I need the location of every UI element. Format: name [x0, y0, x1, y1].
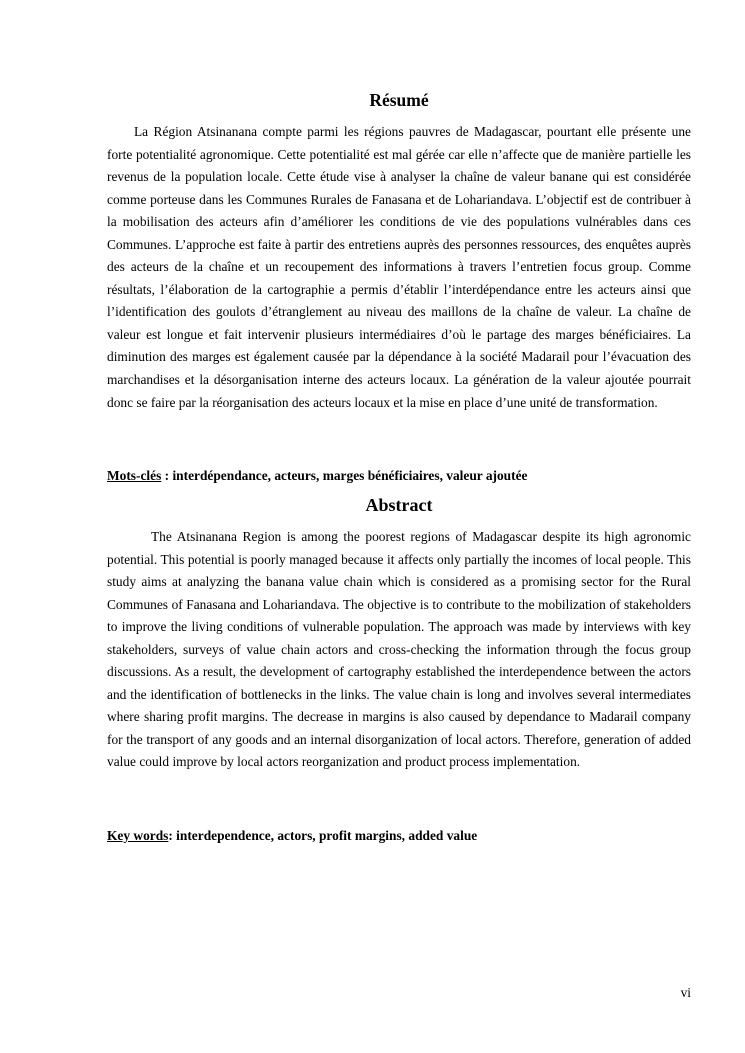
abstract-keywords: [107, 826, 691, 846]
abstract-keywords-list: : interdependence, actors, profit margins, added value: [168, 828, 478, 843]
abstract-title: Abstract: [365, 495, 433, 515]
page-number: vi: [680, 985, 691, 1000]
abstract-body: The Atsinanana Region is among the poorest regions of Madagascar despite its high agronomic potential. This potential is poorly managed because it affects only partially the incomes of local people. This study aims at analyzing the banana value chain which is considered as a promising sector for the Rural Communes of Fanasana and Lohariandava. The objective is to contribute to the mobilization of stakeholders to improve the living conditions of vulnerable population. The approach was made by interviews with key stakeholders, surveys of value chain actors and cross-checking the information through the focus group discussions. As a result, the development of cartography established the interdependence between the actors and the identification of bottlenecks in the links. The value chain is long and involves several intermediates where sharing profit margins. The decrease in margins is also caused by dependance to Madarail company for the transport of any goods and an internal disorganization of local actors. Therefore, generation of added value could improve by local actors reorganization and product process implementation.: [107, 529, 691, 770]
resume-keywords-list: : interdépendance, acteurs, marges bénéficiaires, valeur ajoutée: [161, 468, 528, 483]
resume-keywords: [107, 466, 691, 486]
resume-keywords-label: Mots-clés: [107, 468, 162, 483]
abstract-keywords-label: Key words: [107, 828, 169, 843]
resume-body: La Région Atsinanana compte parmi les régions pauvres de Madagascar, pourtant elle présente une forte potentialité agronomique. Cette potentialité est mal gérée car elle n’affecte que de manière partielle les revenus de la population locale. Cette étude vise à analyser la chaîne de valeur banane qui est considérée comme porteuse dans les Communes Rurales de Fanasana et de Lohariandava. L’objectif est de contribuer à la mobilisation des acteurs afin d’améliorer les conditions de vie des populations vulnérables dans ces Communes. L’approche est faite à partir des entretiens auprès des personnes ressources, des enquêtes auprès des acteurs de la chaîne et un recoupement des informations à travers l’entretien focus group. Comme résultats, l’élaboration de la cartographie a permis d’établir l’interdépendance entre les acteurs ainsi que l’identification des goulots d’étranglement au niveau des maillons de la chaîne de valeur. La chaîne de valeur est longue et fait intervenir plusieurs intermédiaires d’où le partage des marges bénéficiaires. La diminution des marges est également causée par la dépendance à la société Madarail pour l’évacuation des marchandises et la désorganisation interne des acteurs locaux. La génération de la valeur ajoutée pourrait donc se faire par la réorganisation des acteurs locaux et la mise en place d’une unité de transformation.: [107, 124, 691, 410]
resume-title: Résumé: [369, 90, 429, 110]
